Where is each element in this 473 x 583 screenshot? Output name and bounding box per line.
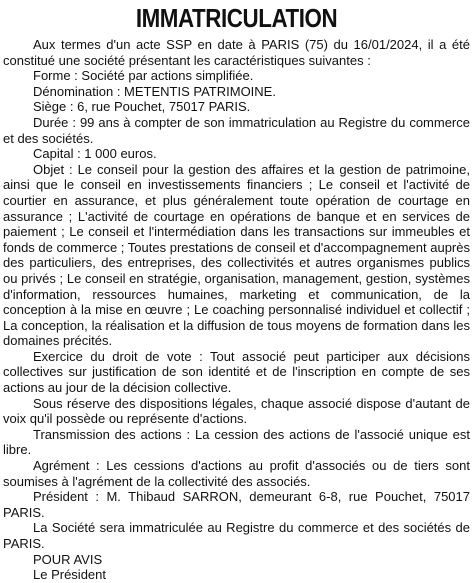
- intro-paragraph: Aux termes d'un acte SSP en date à PARIS (75) du 16/01/2024, il a été constitué une société présentant les caractéristiques suivantes :: [3, 37, 470, 68]
- form-line: Forme : Société par actions simplifiée.: [33, 68, 254, 84]
- headquarters-line: Siège : 6, rue Pouchet, 75017 PARIS.: [33, 99, 251, 115]
- signature-line: Le Président: [33, 567, 106, 583]
- for-notice-line: POUR AVIS: [33, 551, 103, 567]
- voting-rights-paragraph: Exercice du droit de vote : Tout associé peut participer aux décisions collectives sur justification de son identité et de l'inscription en compte de ses actions au jour de la décision collective.: [3, 348, 470, 396]
- purpose-paragraph: Objet : Le conseil pour la gestion des affaires et la gestion de patrimoine, ainsi que le conseil en investissements financiers ; Le conseil et l'activité de courtier en assurance, et plus généralement toute opération de courtage en assurance ; L'activité de courtage en opérations de banque et en services de paiement ; Le conseil et l'intermédiation dans les transactions sur immeubles et fonds de commerce ; Toutes prestations de conseil et d'accompagnement auprès des particuliers, des entreprises, des collectivités et autres organismes publics ou privés ; Le conseil en stratégie, organisation, management, gestion, systèmes d'information, ressources humaines, marketing et communication, de la conception à la mise en œuvre ; Le coaching personnalisé individuel et collectif ; La conception, la réalisation et la diffusion de tous moyens de formation dans les domaines précités.: [3, 161, 470, 349]
- duration-line: Durée : 99 ans à compter de son immatriculation au Registre du commerce et des sociétés.: [3, 114, 470, 146]
- registration-line: La Société sera immatriculée au Registre du commerce et des sociétés de PARIS.: [3, 520, 470, 551]
- approval-paragraph: Agrément : Les cessions d'actions au profit d'associés ou de tiers sont soumises à l'agrément de la collectivité des associés.: [3, 458, 470, 489]
- share-transfer-line: Transmission des actions : La cession des actions de l'associé unique est libre.: [3, 426, 470, 458]
- capital-line: Capital : 1 000 euros.: [33, 146, 157, 162]
- votes-paragraph: Sous réserve des dispositions légales, chaque associé dispose d'autant de voix qu'il possède ou représente d'actions.: [3, 395, 470, 427]
- president-line: Président : M. Thibaud SARRON, demeurant 6-8, rue Pouchet, 75017 PARIS.: [3, 489, 470, 520]
- notice-title: IMMATRICULATION: [135, 3, 338, 33]
- name-line: Dénomination : METENTIS PATRIMOINE.: [33, 83, 276, 99]
